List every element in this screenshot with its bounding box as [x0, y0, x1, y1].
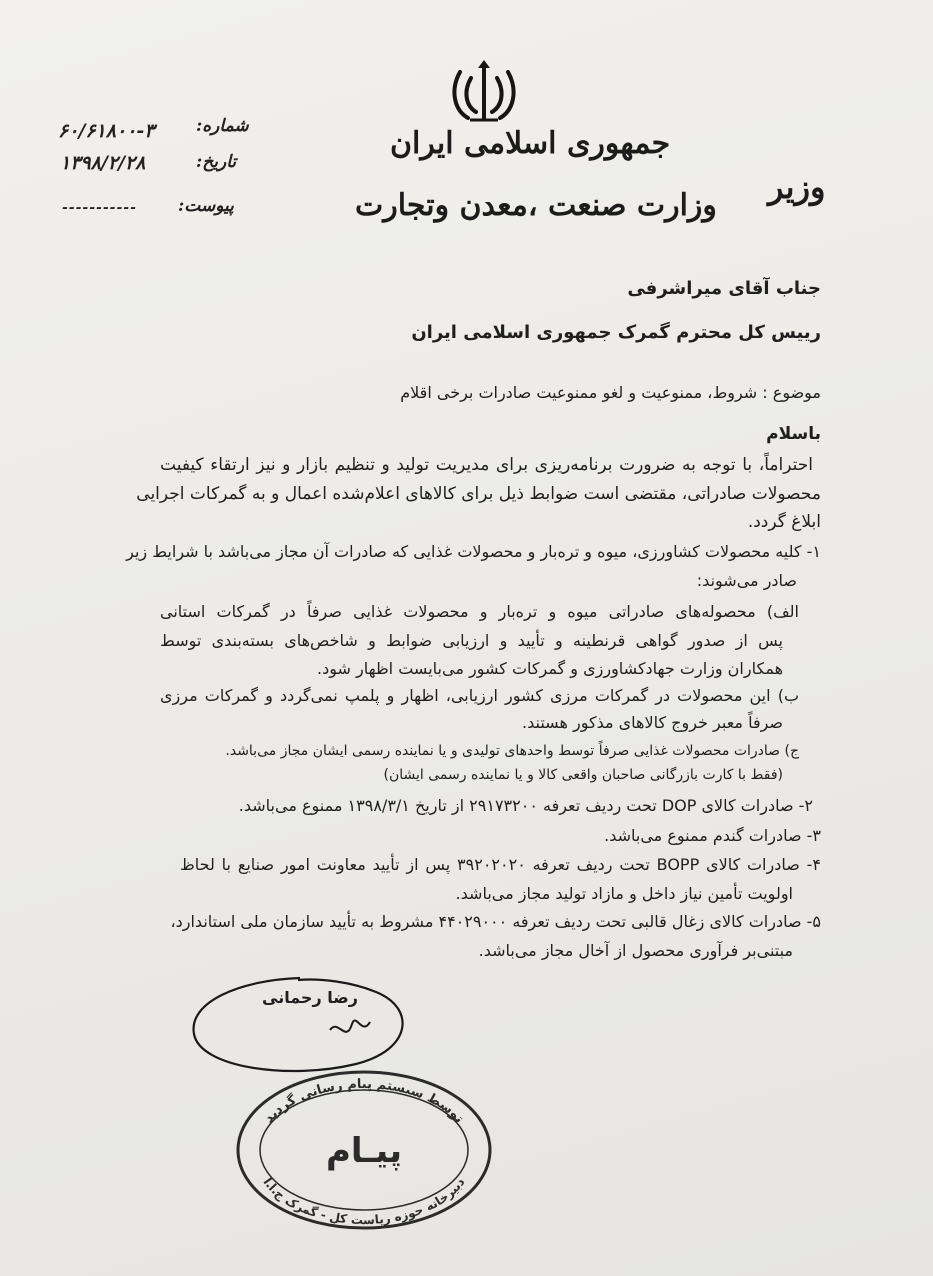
recipient-name: جناب آقای میراشرفی [627, 278, 821, 299]
item-1a-line: پس از صدور گواهی قرنطینه و تأیید و ارزیابی ضوابط و شاخص‌های بسته‌بندی توسط [160, 631, 783, 650]
item-1c-line: ج) صادرات محصولات غذایی صرفاً توسط واحدهای تولیدی و یا نماینده رسمی ایشان مجاز می‌باشد. [225, 743, 799, 759]
item-1b-line: ب) این محصولات در گمرکات مرزی کشور ارزیابی، اظهار و پلمپ نمی‌گردد و گمرکات مرزی [160, 686, 799, 705]
item-4-line: اولویت تأمین نیاز داخل و مازاد تولید مجاز می‌باشد. [455, 884, 793, 903]
item-1-line: صادر می‌شوند: [696, 571, 797, 590]
recipient-title: رییس کل محترم گمرک جمهوری اسلامی ایران [411, 322, 821, 343]
date-value: ۱۳۹۸/۲/۲۸ [60, 152, 146, 174]
item-2-line: ۲- صادرات کالای DOP تحت ردیف تعرفه ۲۹۱۷۳۲۰۰ از تاریخ ۱۳۹۸/۳/۱ ممنوع می‌باشد. [238, 796, 813, 815]
item-5-line: مبتنی‌بر فرآوری محصول از آخال مجاز می‌باشد. [478, 941, 793, 960]
number-label: شماره: [196, 116, 249, 136]
body-line: احتراماً، با توجه به ضرورت برنامه‌ریزی برای مدیریت تولید و تنظیم بازار و نیز ارتقاء کیفیت [160, 455, 813, 475]
stamp-center-text: پیـام [326, 1131, 402, 1171]
greeting: باسلام [766, 424, 821, 444]
attachment-label: پیوست: [178, 196, 234, 216]
messaging-stamp [232, 1066, 497, 1234]
item-1a-line: همکاران وزارت جهادکشاورزی و گمرکات کشور می‌بایست اظهار شود. [317, 659, 783, 678]
body-line: محصولات صادراتی، مقتضی است ضوابط ذیل برای کالاهای اعلام‌شده اعمال و به گمرکات اجرایی [136, 484, 821, 504]
letterhead-minister-title: وزیر [768, 168, 826, 206]
date-label: تاریخ: [196, 152, 237, 172]
subject-line: موضوع : شروط، ممنوعیت و لغو ممنوعیت صادرات برخی اقلام [400, 383, 821, 402]
item-5-line: ۵- صادرات کالای زغال قالبی تحت ردیف تعرفه ۴۴۰۲۹۰۰۰ مشروط به تأیید سازمان ملی استاندارد، [170, 912, 821, 931]
iran-emblem-icon [448, 58, 520, 130]
item-1b-line: صرفاً معبر خروج کالاهای مذکور هستند. [522, 713, 783, 732]
signatory-name: رضا رحمانی [262, 988, 358, 1007]
item-1c-line: (فقط با کارت بازرگانی صاحبان واقعی کالا و یا نماینده رسمی ایشان) [383, 767, 783, 783]
number-value: ۶۰/۶۱۸۰۰-۳ [58, 120, 155, 142]
svg-text:دبیرخانه حوزه ریاست کل - گمرک [261, 1175, 468, 1227]
stamp-top-text: توسط سیستم پیام رسانی گردید [261, 1076, 467, 1127]
stamp-bottom-text: دبیرخانه حوزه ریاست کل - گمرک ج.ا.ا [260, 1175, 468, 1228]
attachment-value: ----------- [62, 200, 137, 216]
item-3-line: ۳- صادرات گندم ممنوع می‌باشد. [604, 826, 821, 845]
letterhead-ministry: وزارت صنعت ،معدن وتجارت [355, 188, 717, 223]
item-4-line: ۴- صادرات کالای BOPP تحت ردیف تعرفه ۳۹۲۰۲۰۲۰ پس از تأیید معاونت امور صنایع با لحاظ [180, 855, 821, 874]
item-1a-line: الف) محصوله‌های صادراتی میوه و تره‌بار و محصولات غذایی صرفاً در گمرکات استانی [160, 602, 799, 621]
body-line: ابلاغ گردد. [747, 512, 821, 532]
item-1-line: ۱- کلیه محصولات کشاورزی، میوه و تره‌بار و محصولات غذایی که صادرات آن مجاز می‌باشد با شرایط زیر [126, 542, 821, 561]
letterhead-republic: جمهوری اسلامی ایران [390, 126, 671, 161]
